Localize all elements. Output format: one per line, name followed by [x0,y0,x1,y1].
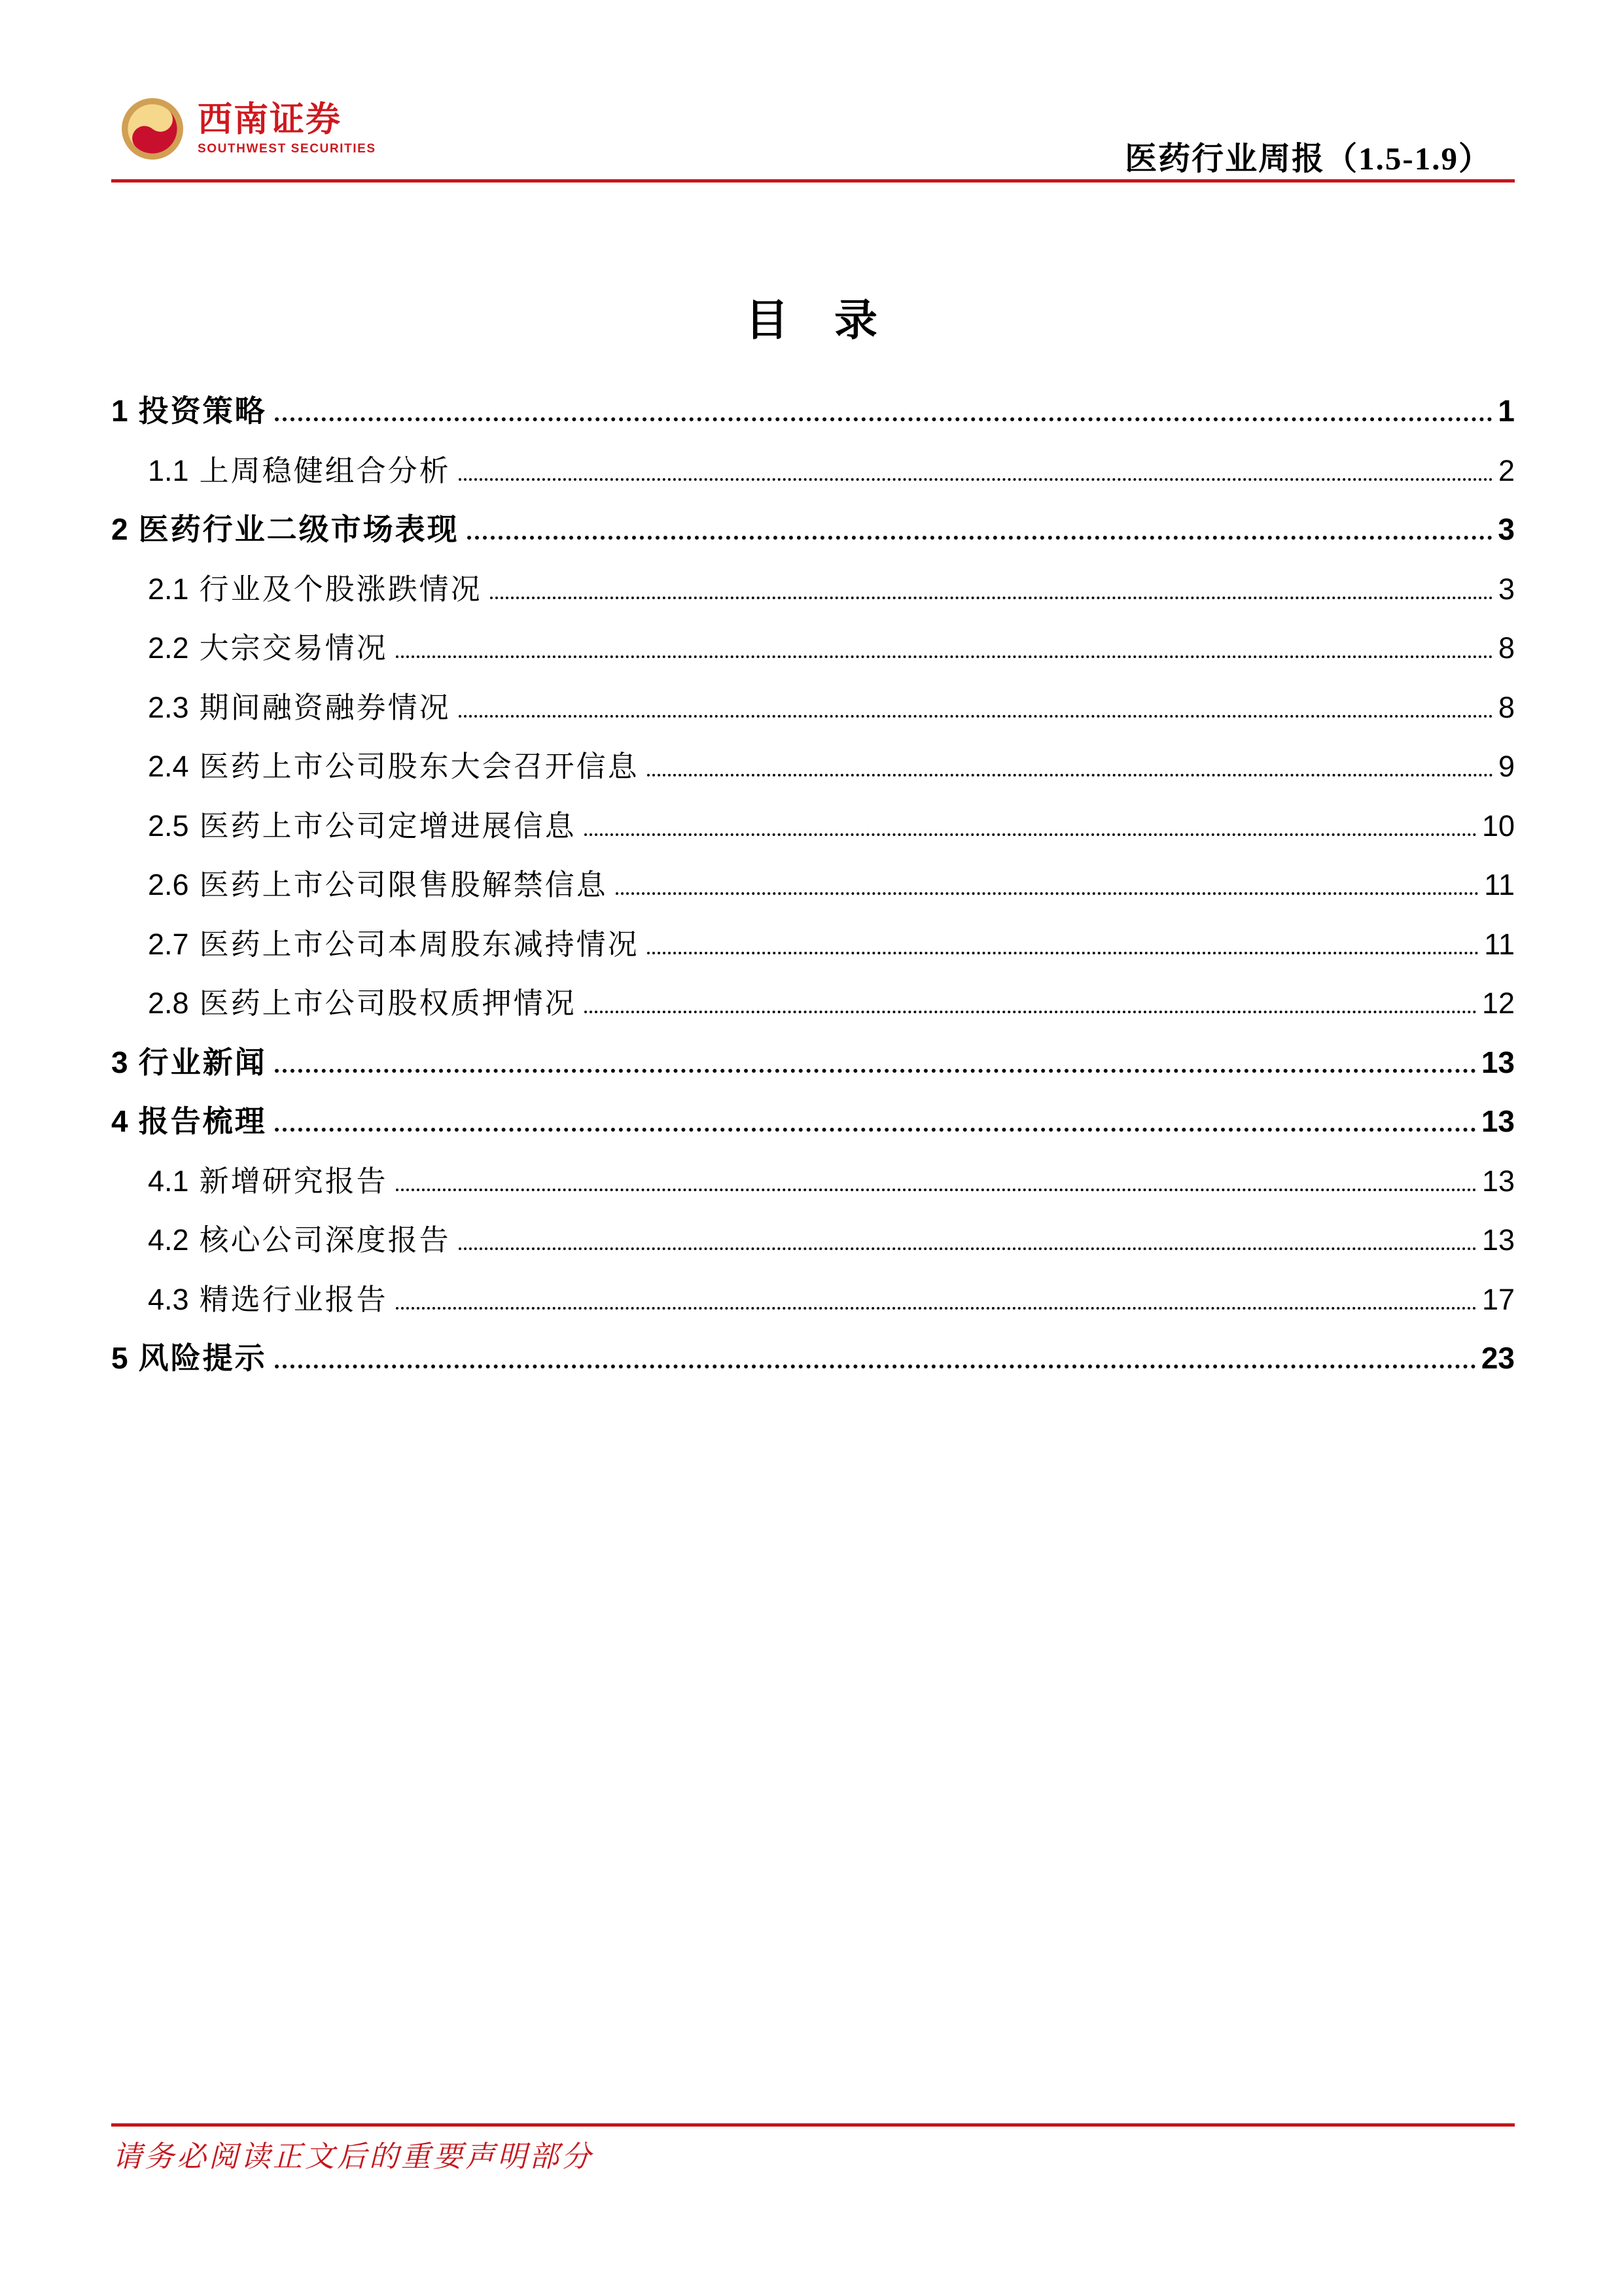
toc-entry-title: 期间融资融券情况 [199,691,451,724]
toc-dot-leader [459,1247,1477,1250]
toc-entry-title: 医药上市公司限售股解禁信息 [199,869,608,901]
toc-entry-title: 大宗交易情况 [199,632,388,665]
toc-dot-leader [275,1069,1476,1073]
toc-dot-leader [459,715,1493,718]
toc-entry[interactable] [111,1144,1515,1204]
toc-entry-number: 2.5 [148,809,189,843]
toc-entry[interactable] [111,966,1515,1026]
toc-list [111,374,1515,1381]
toc-entry-number: 4.1 [148,1164,189,1198]
toc-entry-number: 2.3 [148,690,189,724]
logo-swirl-icon [122,98,183,160]
logo-company-name-cn: 西南证券 [198,101,342,139]
toc-entry-page: 11 [1484,868,1515,901]
toc-entry[interactable] [111,552,1515,612]
toc-entry-title: 精选行业报告 [199,1283,388,1316]
toc-entry-number: 3 [111,1045,128,1079]
toc-entry-number: 2.6 [148,868,189,901]
toc-entry[interactable] [111,493,1515,552]
toc-entry-page: 8 [1498,690,1515,724]
toc-entry-page: 13 [1481,1104,1515,1138]
footer-divider [111,2123,1515,2127]
footer-disclaimer: 请务必阅读正文后的重要声明部分 [113,2140,594,2173]
toc-entry[interactable] [111,729,1515,789]
company-logo [122,98,376,160]
toc-entry[interactable] [111,434,1515,493]
logo-text [198,101,376,156]
toc-entry-number: 2.7 [148,927,189,961]
toc-entry-number: 2.2 [148,631,189,665]
toc-entry-page: 12 [1481,986,1515,1020]
toc-entry-title: 新增研究报告 [199,1164,388,1198]
toc-dot-leader [459,478,1493,481]
toc-entry-page: 1 [1498,394,1515,428]
toc-entry-page: 3 [1498,572,1515,606]
toc-entry[interactable] [111,1203,1515,1262]
toc-entry-number: 2.8 [148,986,189,1020]
toc-entry-title: 医药上市公司定增进展信息 [199,809,576,843]
toc-entry-page: 10 [1481,809,1515,843]
toc-entry-title: 行业及个股涨跌情况 [199,572,482,606]
toc-entry-title: 风险提示 [138,1342,267,1375]
toc-entry[interactable] [111,907,1515,967]
toc-heading: 目 录 [745,297,879,345]
toc-entry-title: 核心公司深度报告 [199,1224,451,1257]
toc-dot-leader [490,597,1493,599]
toc-dot-leader [275,1365,1476,1368]
toc-dot-leader [396,1189,1477,1191]
toc-entry-page: 2 [1498,453,1515,487]
toc-entry-title: 医药上市公司股东大会召开信息 [199,750,639,783]
toc-entry-page: 8 [1498,631,1515,665]
toc-entry-number: 1.1 [148,453,189,487]
toc-entry[interactable] [111,1085,1515,1144]
toc-entry[interactable] [111,789,1515,848]
toc-dot-leader [467,536,1493,540]
toc-dot-leader [275,417,1493,421]
toc-entry[interactable] [111,670,1515,730]
toc-entry-title: 医药上市公司股权质押情况 [199,987,576,1020]
toc-entry-number: 2.1 [148,572,189,606]
toc-dot-leader [396,1307,1477,1310]
toc-dot-leader [584,833,1477,836]
toc-entry-number: 2 [111,512,128,546]
toc-entry-page: 13 [1481,1045,1515,1079]
toc-entry[interactable] [111,611,1515,670]
toc-entry-number: 4 [111,1104,128,1138]
toc-entry-page: 13 [1481,1223,1515,1257]
toc-dot-leader [616,892,1479,895]
toc-entry-number: 5 [111,1341,128,1375]
toc-dot-leader [584,1011,1477,1013]
toc-entry-title: 医药行业二级市场表现 [138,513,459,546]
toc-entry[interactable] [111,1026,1515,1085]
toc-entry-number: 2.4 [148,750,189,783]
toc-entry[interactable] [111,374,1515,434]
toc-entry-title: 报告梳理 [138,1105,267,1138]
header-divider [111,179,1515,183]
toc-entry-number: 4.3 [148,1282,189,1316]
toc-entry-title: 行业新闻 [138,1045,267,1079]
toc-entry[interactable] [111,848,1515,907]
toc-entry-page: 17 [1481,1282,1515,1316]
toc-entry-page: 9 [1498,750,1515,783]
toc-entry-page: 11 [1484,927,1515,961]
logo-company-name-en: SOUTHWEST SECURITIES [198,141,376,156]
report-title: 医药行业周报（1.5-1.9） [1125,141,1492,177]
toc-dot-leader [647,774,1493,776]
toc-entry-page: 23 [1481,1341,1515,1375]
toc-entry-page: 13 [1481,1164,1515,1198]
toc-entry-number: 1 [111,394,128,428]
toc-entry[interactable] [111,1321,1515,1381]
toc-entry-title: 医药上市公司本周股东减持情况 [199,928,639,961]
toc-entry-page: 3 [1498,512,1515,546]
toc-dot-leader [396,655,1493,658]
toc-entry-title: 上周稳健组合分析 [199,454,451,487]
toc-entry-number: 4.2 [148,1223,189,1257]
toc-entry-title: 投资策略 [138,394,267,428]
toc-dot-leader [275,1128,1476,1132]
toc-dot-leader [647,952,1479,954]
toc-entry[interactable] [111,1262,1515,1322]
